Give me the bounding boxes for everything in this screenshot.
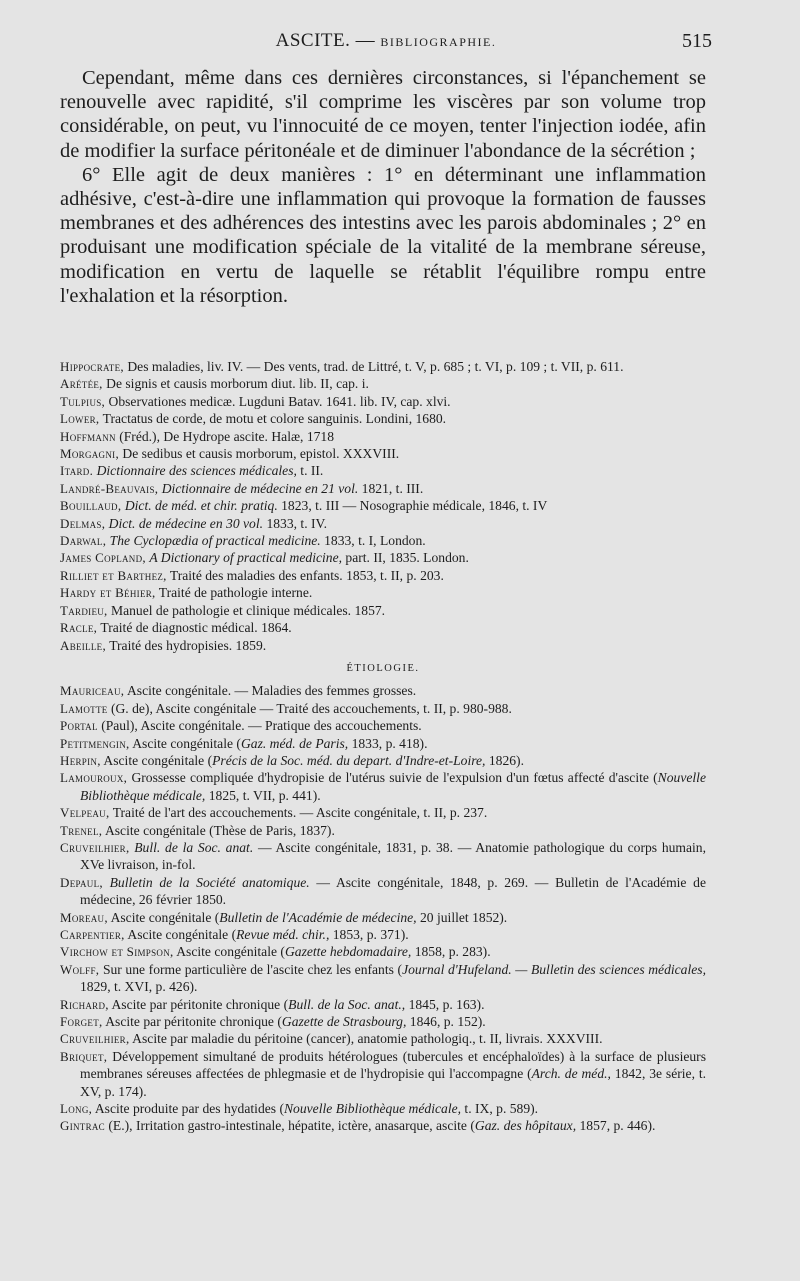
reference-details: t. II. xyxy=(296,463,324,479)
reference-details: 1842, 3e série, t. XV, p. 174). xyxy=(80,1066,706,1099)
reference-text: Ascite congénitale ( xyxy=(176,944,285,960)
reference-author: Cruveilhier, xyxy=(60,1031,130,1047)
reference-title: Bulletin de la Société anatomique. xyxy=(109,874,310,890)
reference-title: Précis de la Soc. méd. du depart. d'Indre-et-Loire, xyxy=(212,752,486,768)
reference-text: Des maladies, liv. IV. — Des vents, trad. de Littré, t. V, p. 685 ; t. VI, p. 109 ; t. VII, p. 611. xyxy=(127,359,624,374)
reference-entry xyxy=(60,375,706,392)
reference-text: Ascite produite par des hydatides ( xyxy=(94,1101,284,1117)
reference-entry xyxy=(60,1100,706,1117)
bibliography-etiology xyxy=(60,682,706,1135)
reference-title: Bull. de la Soc. anat. xyxy=(134,839,254,855)
reference-text: Traité de pathologie interne. xyxy=(158,585,313,601)
page-number: 515 xyxy=(682,30,712,52)
reference-entry xyxy=(60,462,706,479)
reference-author: Darwal, xyxy=(60,533,107,549)
reference-text: De signis et causis morborum diut. lib. II, cap. i. xyxy=(106,376,369,392)
reference-title: Dict. de méd. et chir. pratiq. xyxy=(124,498,278,514)
reference-entry xyxy=(60,943,706,960)
reference-details: 1829, t. XVI, p. 426). xyxy=(80,979,198,995)
reference-title: Journal d'Hufeland. — Bulletin des sciences médicales, xyxy=(402,961,706,977)
reference-details: t. IX, p. 589). xyxy=(461,1101,539,1117)
reference-title: Bull. de la Soc. anat., xyxy=(288,996,406,1012)
reference-text: De sedibus et causis morborum, epistol. XXXVIII. xyxy=(122,446,400,462)
reference-entry xyxy=(60,1013,706,1030)
reference-title: Dict. de médecine en 30 vol. xyxy=(108,515,264,531)
reference-author: Virchow et Simpson, xyxy=(60,944,174,960)
reference-entry xyxy=(60,1048,706,1100)
reference-details: 1825, t. VII, p. 441). xyxy=(205,787,321,803)
reference-author: Racle, xyxy=(60,620,98,636)
reference-author: Briquet, xyxy=(60,1048,108,1064)
reference-author: Forget, xyxy=(60,1014,103,1030)
reference-entry xyxy=(60,393,706,410)
reference-text: Ascite congénitale ( xyxy=(110,909,220,925)
reference-title: The Cyclopædia of practical medicine. xyxy=(109,533,321,549)
reference-text: Sur une forme particulière de l'ascite chez les enfants ( xyxy=(102,961,403,977)
bibliography xyxy=(60,358,706,1135)
reference-text: Développement simultané de produits hétérologues (tubercules et encéphaloïdes) à la surface de plusieurs membranes séreuses affectées de phlegmasie et de l'hydropisie qui l'accompagne ( xyxy=(80,1048,706,1082)
reference-text: Tractatus de corde, de motu et colore sanguinis. Londini, 1680. xyxy=(102,411,447,427)
reference-entry xyxy=(60,752,706,769)
reference-entry xyxy=(60,822,706,839)
reference-text: Grossesse compliquée d'hydropisie de l'utérus suivie de l'expulsion d'un fœtus affecté d'ascite ( xyxy=(131,770,658,786)
running-header xyxy=(60,30,712,60)
reference-entry xyxy=(60,549,706,566)
reference-author: Petitmengin, xyxy=(60,735,130,751)
reference-author: Mauriceau, xyxy=(60,683,125,699)
reference-text: Traité de l'art des accouchements. — Ascite congénitale, t. II, p. 237. xyxy=(112,805,488,821)
reference-author: Lamouroux, xyxy=(60,770,128,786)
reference-details: 1833, t. IV. xyxy=(263,515,327,531)
reference-title: Gazette de Strasbourg, xyxy=(281,1014,407,1030)
reference-entry xyxy=(60,700,706,717)
reference-text: Manuel de pathologie et clinique médicales. 1857. xyxy=(111,602,386,618)
reference-entry xyxy=(60,428,706,445)
reference-entry xyxy=(60,804,706,821)
reference-entry xyxy=(60,584,706,601)
reference-entry xyxy=(60,839,706,874)
reference-author: Landré-Beauvais, xyxy=(60,480,159,496)
reference-details: 1833, t. I, London. xyxy=(320,533,426,549)
reference-author: Herpin, xyxy=(60,752,101,768)
reference-text: Traité des maladies des enfants. 1853, t. II, p. 203. xyxy=(169,567,444,583)
section-heading-etiology: ÉTIOLOGIE. xyxy=(346,662,420,674)
reference-text: Ascite par péritonite chronique ( xyxy=(105,1014,282,1030)
reference-text: Ascite congénitale ( xyxy=(127,927,237,942)
reference-author: Richard, xyxy=(60,996,109,1012)
reference-text: (E.), Irritation gastro-intestinale, hépatite, ictère, anasarque, ascite ( xyxy=(108,1118,475,1134)
reference-entry xyxy=(60,1117,706,1134)
reference-author: Hippocrate, xyxy=(60,359,124,374)
reference-text: Ascite congénitale ( xyxy=(103,752,213,768)
reference-author: Lower, xyxy=(60,411,100,427)
reference-author: Trenel, xyxy=(60,822,103,838)
header-dash: — xyxy=(355,30,376,51)
reference-details: 1857, p. 446). xyxy=(576,1118,656,1134)
running-title xyxy=(60,30,712,52)
reference-details: 1826). xyxy=(485,752,524,768)
reference-entry xyxy=(60,515,706,532)
reference-author: Rilliet et Barthez, xyxy=(60,567,167,583)
reference-entry xyxy=(60,602,706,619)
reference-text: Observationes medicæ. Lugduni Batav. 1641. lib. IV, cap. xlvi. xyxy=(108,393,451,409)
reference-details: 1823, t. III — Nosographie médicale, 1846, t. IV xyxy=(277,498,548,514)
reference-text: Ascite par péritonite chronique ( xyxy=(111,996,289,1012)
reference-author: Long, xyxy=(60,1101,93,1117)
reference-title: Revue méd. chir., xyxy=(236,927,330,942)
reference-title: Gaz. des hôpitaux, xyxy=(474,1118,577,1134)
reference-details: 1853, p. 371). xyxy=(329,927,409,942)
reference-author: Gintrac xyxy=(60,1118,105,1134)
reference-details: — Ascite congénitale, 1831, p. 38. — Anatomie pathologique du corps humain, XVe livraison, in-fol. xyxy=(80,839,706,873)
reference-entry xyxy=(60,769,706,804)
reference-entry xyxy=(60,996,706,1013)
reference-title: Dictionnaire des sciences médicales, xyxy=(96,463,297,479)
reference-entry xyxy=(60,874,706,909)
reference-entry xyxy=(60,961,706,996)
reference-author: Arétée, xyxy=(60,376,103,392)
reference-entry xyxy=(60,717,706,734)
reference-title: Nouvelle Bibliothèque médicale, xyxy=(80,770,706,803)
header-title: ASCITE. xyxy=(275,30,351,51)
reference-entry xyxy=(60,497,706,514)
reference-details: 1821, t. III. xyxy=(358,480,424,496)
reference-entry xyxy=(60,1030,706,1047)
reference-text: Traité de diagnostic médical. 1864. xyxy=(100,620,292,636)
reference-author: Velpeau, xyxy=(60,805,110,821)
reference-entry xyxy=(60,735,706,752)
reference-text: (Paul), Ascite congénitale. — Pratique des accouchements. xyxy=(101,718,422,734)
reference-text: Ascite congénitale (Thèse de Paris, 1837). xyxy=(104,822,335,838)
reference-entry xyxy=(60,532,706,549)
reference-author: James Copland, xyxy=(60,550,146,566)
header-subtitle: BIBLIOGRAPHIE. xyxy=(380,35,497,49)
reference-title: Gazette hebdomadaire, xyxy=(284,944,412,960)
reference-title: Nouvelle Bibliothèque médicale, xyxy=(283,1101,462,1117)
reference-author: Morgagni, xyxy=(60,446,120,462)
reference-details: part. II, 1835. London. xyxy=(342,550,469,566)
reference-text: Ascite congénitale ( xyxy=(132,735,241,751)
reference-text: Traité des hydropisies. 1859. xyxy=(109,637,267,653)
main-text xyxy=(60,66,706,308)
bibliography-general xyxy=(60,358,706,654)
reference-author: Abeille, xyxy=(60,637,107,653)
reference-author: Carpentier, xyxy=(60,927,125,942)
reference-entry xyxy=(60,358,706,375)
reference-author: Bouillaud, xyxy=(60,498,122,514)
reference-title: A Dictionary of practical medicine, xyxy=(149,550,343,566)
reference-text: Ascite par maladie du péritoine (cancer), anatomie pathologiq., t. II, livrais. XXXVIII. xyxy=(132,1031,603,1047)
reference-entry xyxy=(60,619,706,636)
reference-title: Dictionnaire de médecine en 21 vol. xyxy=(161,480,359,496)
reference-author: Lamotte xyxy=(60,700,108,716)
reference-title: Bulletin de l'Académie de médecine, xyxy=(219,909,417,925)
reference-entry xyxy=(60,682,706,699)
reference-details: 1833, p. 418). xyxy=(348,735,428,751)
reference-text: (G. de), Ascite congénitale — Traité des accouchements, t. II, p. 980-988. xyxy=(110,700,512,716)
reference-author: Tardieu, xyxy=(60,602,108,618)
reference-details: 1845, p. 163). xyxy=(405,996,485,1012)
reference-text: (Fréd.), De Hydrope ascite. Halæ, 1718 xyxy=(119,428,335,444)
reference-details: 1846, p. 152). xyxy=(406,1014,486,1030)
reference-author: Portal xyxy=(60,718,98,734)
reference-title: Arch. de méd., xyxy=(531,1066,611,1082)
reference-author: Hoffmann xyxy=(60,428,116,444)
reference-entry xyxy=(60,480,706,497)
reference-author: Tulpius, xyxy=(60,393,106,409)
paragraph: Cependant, même dans ces dernières circonstances, si l'épanchement se renouvelle avec rapidité, s'il comprime les viscères par son volume trop considérable, on peut, vu l'innocuité de ce moyen, tenter l'injection iodée, afin de modifier la surface péritonéale et de diminuer l'abondance de la sécrétion ; xyxy=(60,67,706,162)
reference-author: Hardy et Béhier, xyxy=(60,585,156,601)
reference-author: Wolff, xyxy=(60,961,100,977)
reference-entry xyxy=(60,909,706,926)
reference-entry xyxy=(60,926,706,943)
reference-author: Delmas, xyxy=(60,515,106,531)
reference-author: Moreau, xyxy=(60,909,108,925)
reference-author: Depaul, xyxy=(60,874,103,890)
reference-details: — Ascite congénitale, 1848, p. 269. — Bulletin de l'Académie de médecine, 26 février 1850. xyxy=(80,874,706,908)
reference-details: 1858, p. 283). xyxy=(411,944,491,960)
reference-author: Cruveilhier, xyxy=(60,839,130,855)
reference-entry xyxy=(60,567,706,584)
reference-title: Gaz. méd. de Paris, xyxy=(240,735,349,751)
reference-text: Ascite congénitale. — Maladies des femmes grosses. xyxy=(126,683,417,699)
reference-entry xyxy=(60,637,706,654)
reference-entry xyxy=(60,410,706,427)
reference-author: Itard. xyxy=(60,463,94,479)
paragraph: 6° Elle agit de deux manières : 1° en déterminant une inflammation adhésive, c'est-à-dire une inflammation qui provoque la formation de fausses membranes et des adhérences des intestins avec les parois abdominales ; 2° en produisant une modification spéciale de la vitalité de la membrane séreuse, modification en vertu de laquelle se rétablit l'équilibre rompu entre l'exhalation et la résorption. xyxy=(60,163,706,307)
reference-details: 20 juillet 1852). xyxy=(416,909,508,925)
reference-entry xyxy=(60,445,706,462)
